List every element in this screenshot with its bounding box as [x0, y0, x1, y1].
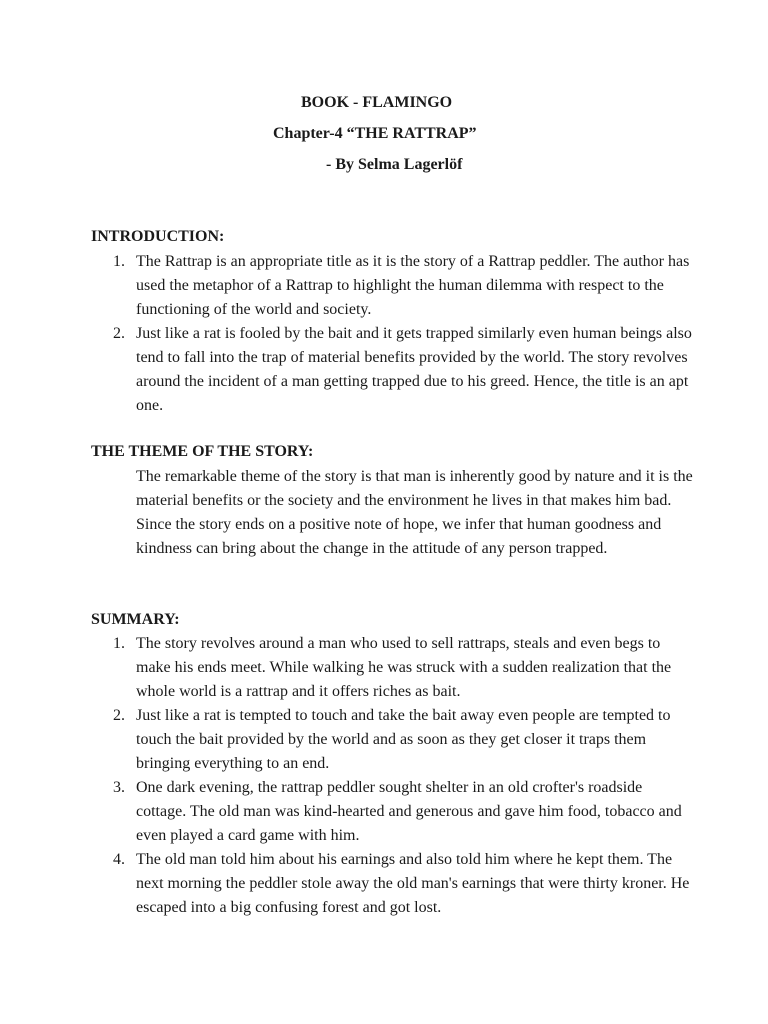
list-number: 2.: [113, 325, 125, 342]
list-number: 1.: [113, 635, 125, 652]
list-number: 3.: [113, 779, 125, 796]
list-number: 4.: [113, 851, 125, 868]
list-item-text: The story revolves around a man who used to sell rattraps, steals and even begs to make his ends meet. While walking he was struck with a sudden realization that the whole world is a rattrap and it offers riches as bait.: [136, 635, 672, 700]
book-title: BOOK - FLAMINGO: [301, 94, 453, 111]
summary-heading: SUMMARY:: [91, 611, 180, 628]
list-item: [0, 322, 696, 418]
list-item: [0, 632, 696, 704]
list-item-text: One dark evening, the rattrap peddler sought shelter in an old crofter's roadside cottage. The old man was kind-hearted and generous and gave him food, tobacco and even played a card game with him.: [136, 779, 682, 844]
list-item: [0, 704, 696, 776]
list-item: [0, 776, 696, 848]
introduction-list: [0, 250, 696, 418]
list-number: 2.: [113, 707, 125, 724]
list-item: [0, 848, 696, 920]
author-line: - By Selma Lagerlöf: [326, 156, 463, 173]
summary-list: [0, 632, 696, 920]
list-item-text: Just like a rat is fooled by the bait and it gets trapped similarly even human beings also tend to fall into the trap of material benefits provided by the world. The story revolves around the incident of a man getting trapped due to his greed. Hence, the title is an apt one.: [136, 325, 692, 414]
list-number: 1.: [113, 253, 125, 270]
list-item-text: The Rattrap is an appropriate title as it is the story of a Rattrap peddler. The author has used the metaphor of a Rattrap to highlight the human dilemma with respect to the functioning of the world and society.: [136, 253, 690, 318]
chapter-title: Chapter-4 “THE RATTRAP”: [273, 125, 477, 142]
theme-paragraph: The remarkable theme of the story is that man is inherently good by nature and it is the material benefits or the society and the environment he lives in that makes him bad. Since the story ends on a positive note of hope, we infer that human goodness and kindness can bring about the change in the attitude of any person trapped.: [136, 468, 693, 557]
theme-heading: THE THEME OF THE STORY:: [91, 443, 314, 460]
list-item-text: The old man told him about his earnings and also told him where he kept them. The next morning the peddler stole away the old man's earnings that were thirty kroner. He escaped into a big confusing forest and got lost.: [136, 851, 690, 916]
list-item-text: Just like a rat is tempted to touch and take the bait away even people are tempted to touch the bait provided by the world and as soon as they get closer it traps them bringing everything to an end.: [136, 707, 671, 772]
list-item: [0, 250, 696, 322]
introduction-heading: INTRODUCTION:: [91, 228, 225, 245]
